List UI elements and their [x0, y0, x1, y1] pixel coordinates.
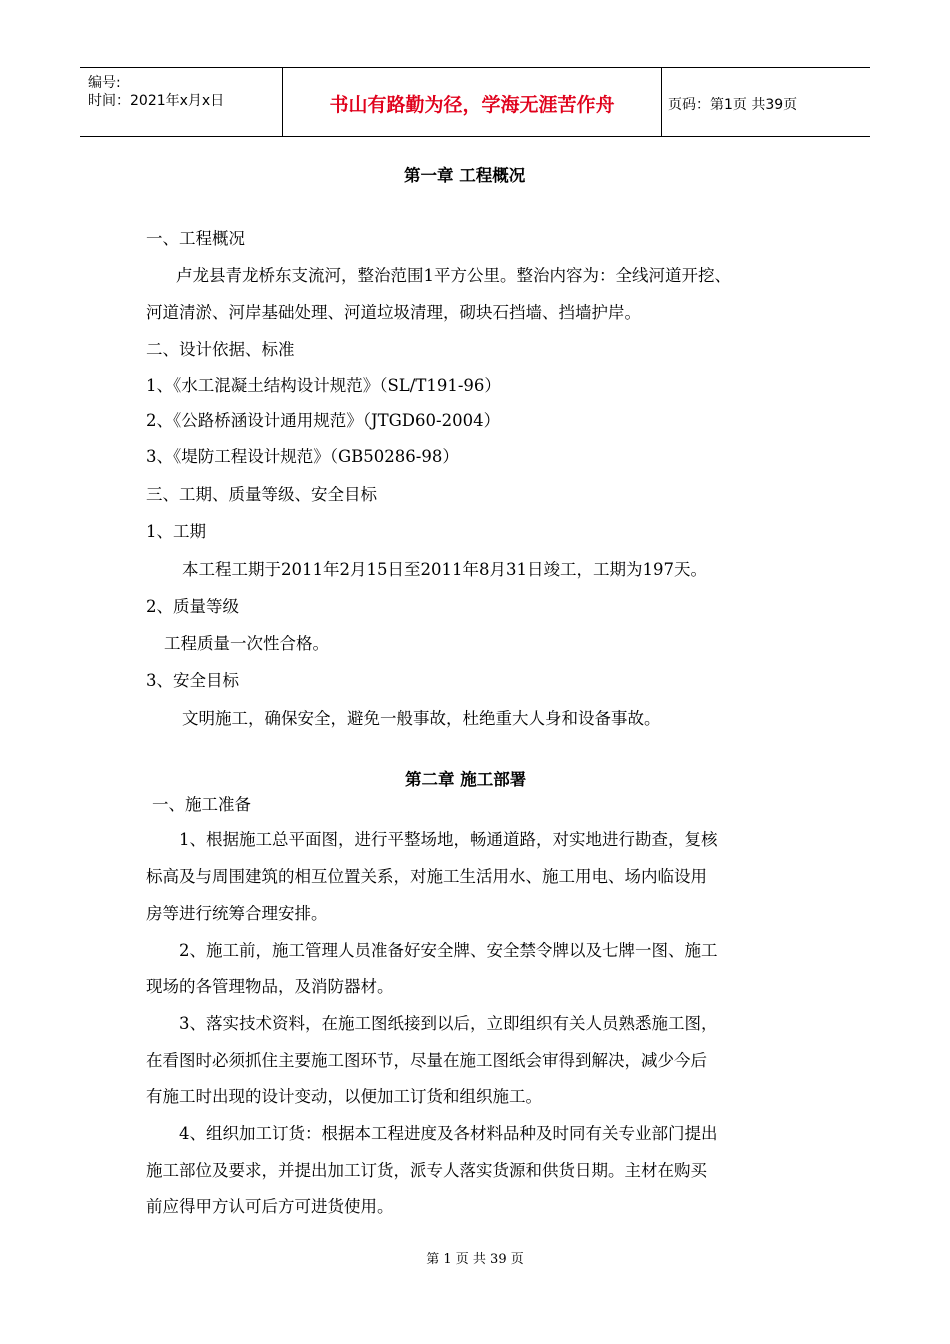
- paragraph-line: 卢龙县青龙桥东支流河，整治范围1平方公里。整治内容为：全线河道开挖、: [176, 266, 731, 285]
- paragraph-line: 1、《水工混凝土结构设计规范》（SL/T191-96）: [146, 376, 501, 395]
- paragraph-line: 施工部位及要求，并提出加工订货，派专人落实货源和供货日期。主材在购买: [146, 1161, 707, 1180]
- paragraph-line: 2、施工前，施工管理人员准备好安全牌、安全禁令牌以及七牌一图、施工: [179, 941, 718, 960]
- header-motto: 书山有路勤为径，学海无涯苦作舟: [283, 68, 662, 136]
- paragraph-line: 4、组织加工订货：根据本工程进度及各材料品种及时同有关专业部门提出: [179, 1124, 718, 1143]
- chapter-2-title: 第二章 施工部署: [405, 770, 527, 789]
- paragraph-line: 三、工期、质量等级、安全目标: [146, 485, 377, 504]
- paragraph-line: 现场的各管理物品，及消防器材。: [146, 977, 394, 996]
- paragraph-line: 1、工期: [146, 522, 206, 541]
- paragraph-line: 一、工程概况: [146, 229, 245, 248]
- paragraph-line: 标高及与周围建筑的相互位置关系，对施工生活用水、施工用电、场内临设用: [146, 867, 707, 886]
- page-footer: 第 1 页 共 39 页: [426, 1252, 524, 1267]
- paragraph-line: 2、《公路桥涵设计通用规范》（JTGD60-2004）: [146, 411, 501, 430]
- document-header: [80, 67, 870, 137]
- paragraph-line: 3、落实技术资料，在施工图纸接到以后，立即组织有关人员熟悉施工图，: [179, 1014, 718, 1033]
- header-page-number: 页码：第1页 共39页: [668, 97, 798, 113]
- document-number-label: 编号:: [88, 75, 121, 91]
- paragraph-line: 在看图时必须抓住主要施工图环节，尽量在施工图纸会审得到解决，减少今后: [146, 1051, 707, 1070]
- paragraph-line: 河道清淤、河岸基础处理、河道垃圾清理，砌块石挡墙、挡墙护岸。: [146, 303, 641, 322]
- chapter-1-title: 第一章 工程概况: [404, 166, 526, 185]
- paragraph-line: 2、质量等级: [146, 597, 239, 616]
- paragraph-line: 一、施工准备: [152, 795, 251, 814]
- paragraph-line: 本工程工期于2011年2月15日至2011年8月31日竣工，工期为197天。: [182, 560, 707, 579]
- paragraph-line: 二、设计依据、标准: [146, 340, 295, 359]
- paragraph-line: 有施工时出现的设计变动，以便加工订货和组织施工。: [146, 1087, 542, 1106]
- paragraph-line: 房等进行统筹合理安排。: [146, 904, 328, 923]
- paragraph-line: 前应得甲方认可后方可进货使用。: [146, 1197, 394, 1216]
- paragraph-line: 工程质量一次性合格。: [164, 634, 329, 653]
- paragraph-line: 文明施工，确保安全，避免一般事故，杜绝重大人身和设备事故。: [182, 709, 661, 728]
- paragraph-line: 3、《堤防工程设计规范》（GB50286-98）: [146, 447, 459, 466]
- paragraph-line: 3、安全目标: [146, 671, 239, 690]
- header-meta-cell: [80, 68, 283, 136]
- document-time-label: 时间：2021年x月x日: [88, 93, 225, 109]
- paragraph-line: 1、根据施工总平面图，进行平整场地，畅通道路，对实地进行勘查，复核: [179, 830, 718, 849]
